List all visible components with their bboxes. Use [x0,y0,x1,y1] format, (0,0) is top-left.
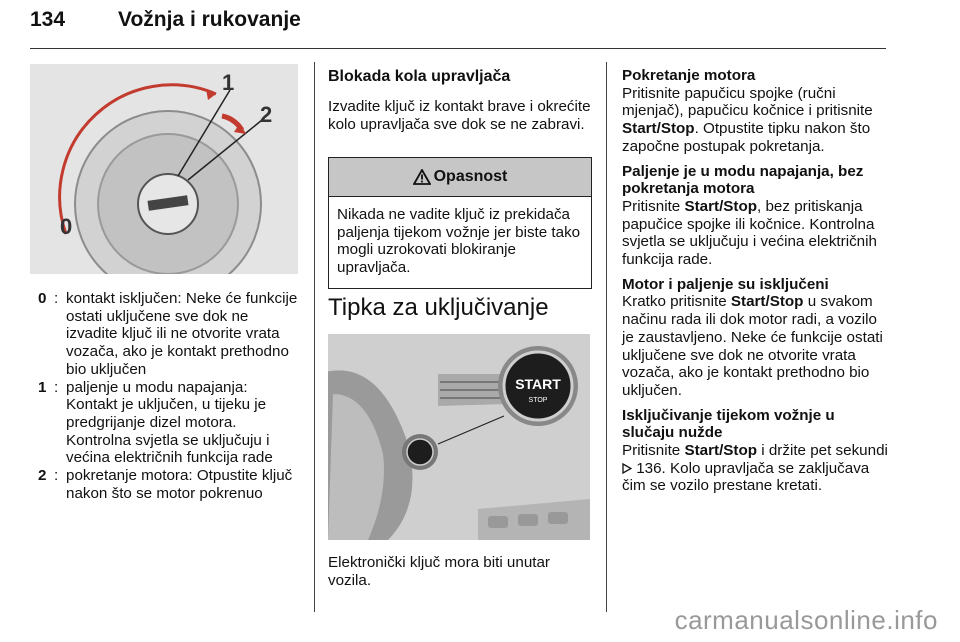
section-engine-start [622,67,888,156]
column-divider-2 [606,62,607,612]
ignition-lock-figure [30,64,298,274]
header-rule [30,48,886,49]
section-engine-off [622,276,888,400]
colon: : [54,467,59,485]
position-key: 2 [38,467,47,485]
page-reference-icon [622,463,632,474]
warning-text: Nikada ne vadite ključ iz prekidača paljenja tijekom vožnje jer biste tako mogli uzrokovati blokiranje upravljača. [337,206,581,277]
position-list [38,290,300,502]
position-text: paljenje u modu napajanja: Kontakt je uključen, u tijeku je predgrijanje dizel motora. Kontrolna svjetla se uključuju i većina električnih funkcija rade [66,378,273,467]
engine-off-heading: Motor i paljenje su isključeni [622,275,829,293]
warning-box [328,157,592,289]
warning-header [329,158,591,197]
start-stop-term: Start/Stop [684,197,758,215]
steering-lock-heading: Blokada kola upravljača [328,68,511,85]
steering-lock-text: Izvadite ključ iz kontakt brave i okrećite kolo upravljača sve dok se ne zabravi. [328,98,591,133]
section-power-mode [622,163,888,269]
label-0: 0 [60,214,73,239]
start-stop-term: Start/Stop [622,120,695,138]
colon: : [54,290,59,307]
page-number: 134 [30,8,66,31]
colon: : [54,378,59,396]
column-divider-1 [314,62,315,612]
emergency-heading: Isključivanje tijekom vožnje u slučaju nužde [622,406,835,442]
engine-start-text: Pritisnite papučicu spojke (ručni mjenjač), papučicu kočnice i pritisnite Start/Stop. Otpustite tipku nakon što započne postupak pokretanja. [622,84,873,155]
start-button-heading: Tipka za uključivanje [328,294,549,321]
page-title: Vožnja i rukovanje [118,8,301,31]
position-text: kontakt isključen: Neke će funkcije ostati uključene sve dok ne izvadite ključ ili ne otvorite vrata vozača, ako je kontakt prethodno bio uključen [66,290,298,378]
position-key: 1 [38,378,47,396]
start-stop-term: Start/Stop [684,442,758,460]
label-1: 1 [222,70,235,95]
warning-title: Opasnost [433,168,508,185]
ignition-lock-drawing [30,64,298,274]
start-button-small [407,439,433,465]
position-text: pokretanje motora: Otpustite ključ nakon što se motor pokrenuo [66,467,293,502]
power-mode-text: Pritisnite Start/Stop, bez pritiskanja papučice spojke ili kočnice. Kontrolna svjetla se uključuju i većina električnih funkcija rade. [622,197,877,269]
position-item [38,467,300,502]
right-column [622,67,888,502]
power-mode-heading: Paljenje je u modu napajanja, bez pokretanja motora [622,162,864,198]
start-label: START [515,376,561,392]
section-emergency [622,407,888,496]
label-2: 2 [260,102,273,127]
start-button-drawing [328,334,590,540]
start-button-figure [328,334,590,540]
start-stop-term: Start/Stop [730,293,804,311]
position-key: 0 [38,290,47,307]
start-button-caption: Elektronički ključ mora biti unutar vozila. [328,554,550,589]
position-item [38,290,300,379]
engine-off-text: Kratko pritisnite Start/Stop u svakom načinu rada ili dok motor radi, a vozilo je zaustavljeno. Neke će funkcije ostati uključene sve dok ne otvorite vrata vozača, ako je kontakt prethodno bio uključen. [622,293,883,399]
engine-start-heading: Pokretanje motora [622,67,756,84]
warning-triangle-icon [413,169,431,185]
stop-label: STOP [528,397,548,404]
emergency-text: Pritisnite Start/Stop i držite pet sekundi 136. Kolo upravljača se zaključava čim se vozilo prestane kretati. [622,442,888,495]
watermark: carmanualsonline.info [674,605,938,635]
position-item [38,379,300,468]
